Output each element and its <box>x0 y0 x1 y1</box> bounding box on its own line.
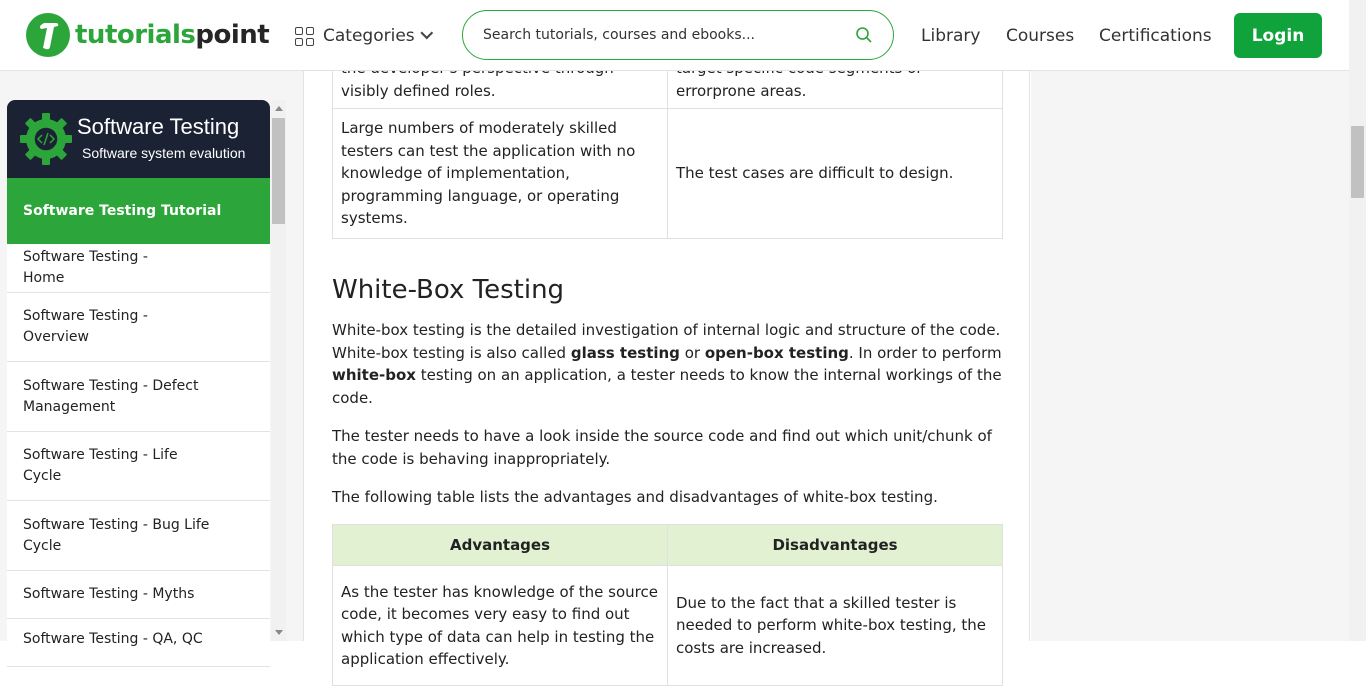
sidebar-item-defect-management[interactable] <box>7 362 270 432</box>
sidebar-section-title[interactable]: Software Testing Tutorial <box>7 178 270 244</box>
sidebar-item-home[interactable] <box>7 244 270 293</box>
sidebar-item-label: Software Testing - Bug Life Cycle <box>23 516 210 554</box>
nav-certifications[interactable]: Certifications <box>1099 26 1212 46</box>
scroll-up-arrow-icon[interactable] <box>275 106 283 111</box>
sidebar-panel <box>0 71 304 647</box>
logo-icon <box>26 13 70 57</box>
banner-subtitle: Software system evalution <box>82 145 246 161</box>
column-header: Disadvantages <box>668 525 1003 566</box>
login-button[interactable]: Login <box>1234 13 1322 58</box>
table-cell: The test cases are difficult to design. <box>668 109 1003 239</box>
table-cell: visibly defined roles. <box>333 38 668 109</box>
logo-wordmark <box>75 20 269 50</box>
gear-code-icon <box>17 110 75 168</box>
nav-courses[interactable]: Courses <box>1006 26 1075 46</box>
table-cell: Large numbers of moderately skilled testers can test the application with no knowledge of implementation, programming language, or operating systems. <box>333 109 668 239</box>
sidebar-item-label: Software Testing - Defect Management <box>23 377 199 415</box>
column-header: Advantages <box>333 525 668 566</box>
table-cell: errorprone areas. <box>668 38 1003 109</box>
table-row <box>333 566 1003 686</box>
banner-title: Software Testing <box>77 114 240 139</box>
sidebar-item-overview[interactable] <box>7 293 270 362</box>
paragraph: White-box testing is the detailed investigation of internal logic and structure of the code. White-box testing is also called glass testing or open-box testing. In order to perform white-box testing on an application, a tester needs to know the internal workings of the code. <box>332 321 1002 407</box>
page-scrollbar[interactable] <box>1349 0 1366 641</box>
search-icon[interactable] <box>855 26 873 44</box>
right-rail <box>1031 71 1349 641</box>
table-cell: Due to the fact that a skilled tester is needed to perform white-box testing, the costs are increased. <box>668 566 1003 686</box>
chevron-down-icon <box>420 26 433 39</box>
table-row <box>333 109 1003 239</box>
sidebar-item-label: Software Testing - Home <box>23 249 148 286</box>
main-content <box>305 71 1030 668</box>
search-box <box>462 10 894 60</box>
site-header <box>0 0 1349 71</box>
sidebar-item-label: Software Testing - Myths <box>23 586 195 602</box>
sidebar-item-life-cycle[interactable] <box>7 432 270 501</box>
nav-library[interactable]: Library <box>921 26 981 46</box>
sidebar-scroll-thumb[interactable] <box>272 118 285 224</box>
paragraph: The following table lists the advantages and disadvantages of white-box testing. <box>332 488 938 506</box>
sidebar-item-bug-life-cycle[interactable] <box>7 501 270 571</box>
categories-label: Categories <box>323 26 415 46</box>
categories-menu[interactable] <box>295 23 432 49</box>
logo-text-dark: point <box>195 20 270 50</box>
sidebar-item-qa-qc[interactable] <box>7 619 270 667</box>
course-banner <box>7 100 270 178</box>
sidebar-item-label: Software Testing - Overview <box>23 308 148 345</box>
sidebar-scrollbar[interactable] <box>271 100 286 641</box>
whitebox-table <box>332 524 1003 686</box>
sidebar-item-label: Software Testing - Life Cycle <box>23 447 178 484</box>
page-scroll-thumb[interactable] <box>1351 126 1364 198</box>
table-cell: As the tester has knowledge of the source code, it becomes very easy to find out which type of data can help in testing the application effectively. <box>333 566 668 686</box>
sidebar-item-label: Software Testing - QA, QC <box>23 631 203 647</box>
scroll-down-arrow-icon[interactable] <box>275 630 283 635</box>
logo-text-green: tutorials <box>75 20 196 50</box>
section-heading: White-Box Testing <box>332 275 565 305</box>
site-logo[interactable] <box>26 13 269 57</box>
paragraph: The tester needs to have a look inside the source code and find out which unit/chunk of the code is behaving inappropriately. <box>332 427 992 468</box>
grid-icon <box>295 27 314 46</box>
search-input[interactable] <box>483 27 855 43</box>
sidebar-item-myths[interactable] <box>7 571 270 619</box>
sidebar <box>7 100 270 667</box>
table-header-row <box>333 525 1003 566</box>
